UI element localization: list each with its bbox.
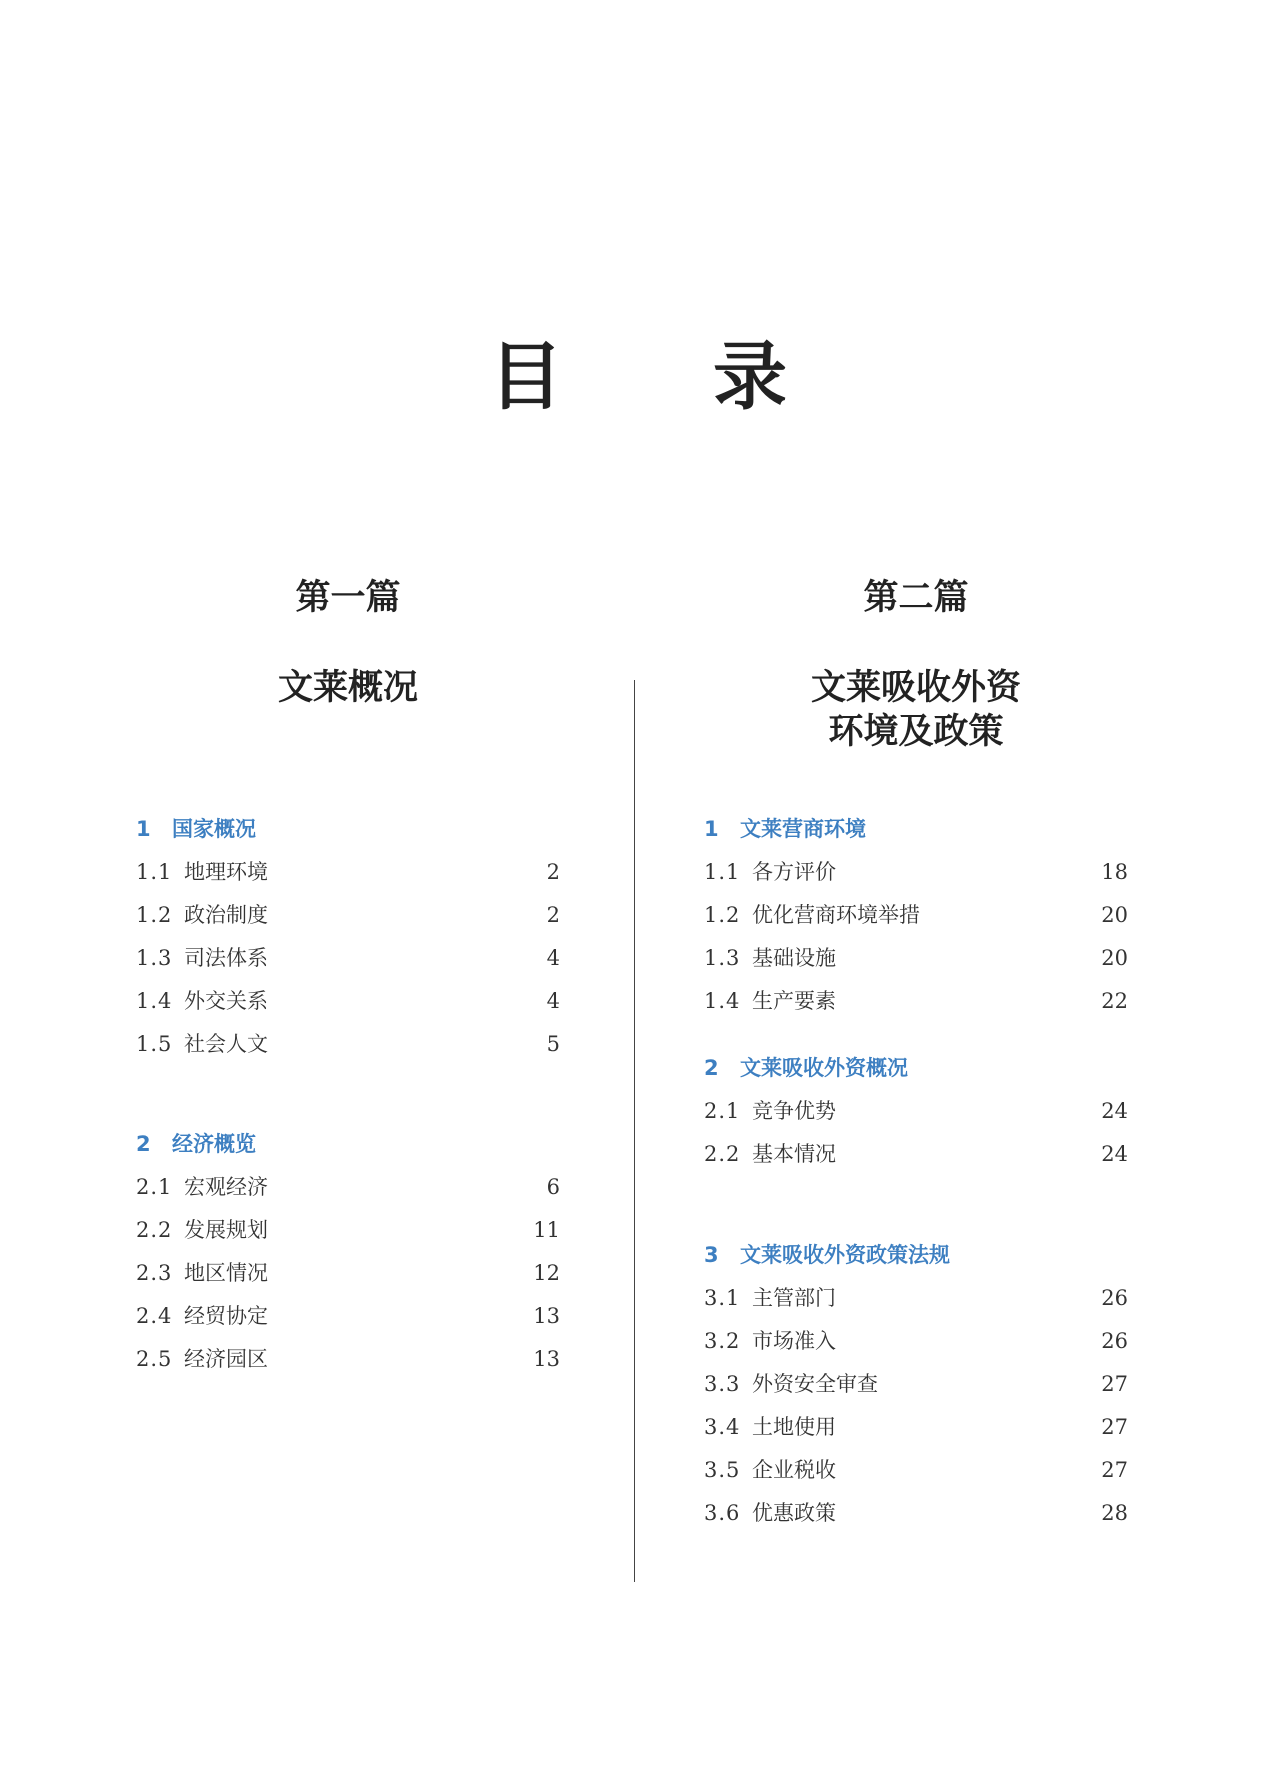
- entry-number: 2.1: [136, 1175, 173, 1199]
- entry-number: 1.3: [704, 946, 741, 970]
- toc-entry[interactable]: [704, 1455, 1128, 1485]
- entry-page: 24: [1101, 1099, 1128, 1123]
- part-two-title-line-2: 环境及政策: [828, 711, 1004, 752]
- entry-title: 政治制度: [184, 903, 268, 927]
- toc-entry[interactable]: [704, 1412, 1128, 1442]
- entry-page: 20: [1101, 946, 1128, 970]
- entry-title: 市场准入: [752, 1329, 836, 1353]
- entry-page: 2: [546, 903, 560, 927]
- entry-title: 各方评价: [752, 860, 836, 884]
- entry-page: 26: [1101, 1286, 1128, 1310]
- toc-section-heading[interactable]: [136, 814, 256, 844]
- entry-number: 3.3: [704, 1372, 741, 1396]
- entry-title: 社会人文: [184, 1032, 268, 1056]
- entry-title: 基本情况: [752, 1142, 836, 1166]
- entry-title: 优惠政策: [752, 1501, 836, 1525]
- toc-entry[interactable]: [704, 986, 1128, 1016]
- entry-page: 27: [1101, 1458, 1128, 1482]
- toc-entry[interactable]: [704, 1326, 1128, 1356]
- entry-title: 基础设施: [752, 946, 836, 970]
- entry-page: 18: [1101, 860, 1128, 884]
- part-two-label: 第二篇: [863, 577, 969, 618]
- entry-page: 26: [1101, 1329, 1128, 1353]
- entry-title: 企业税收: [752, 1458, 836, 1482]
- entry-number: 3.5: [704, 1458, 741, 1482]
- entry-page: 2: [546, 860, 560, 884]
- part-one-title-line: 文莱概况: [277, 667, 418, 708]
- entry-page: 12: [533, 1261, 560, 1285]
- entry-title: 司法体系: [184, 946, 268, 970]
- toc-entry[interactable]: [136, 943, 560, 973]
- entry-number: 2.4: [136, 1304, 173, 1328]
- toc-entry[interactable]: [704, 1498, 1128, 1528]
- entry-page: 11: [533, 1218, 560, 1242]
- toc-entry[interactable]: [704, 943, 1128, 973]
- section-title: 经济概览: [172, 1132, 256, 1156]
- entry-number: 1.2: [136, 903, 173, 927]
- entry-page: 4: [546, 946, 560, 970]
- entry-title: 生产要素: [752, 989, 836, 1013]
- section-title: 文莱吸收外资概况: [740, 1056, 908, 1080]
- section-number: 2: [704, 1056, 719, 1080]
- entry-page: 20: [1101, 903, 1128, 927]
- section-title: 文莱营商环境: [740, 817, 866, 841]
- part-two-title-line-1: 文莱吸收外资: [810, 667, 1021, 708]
- entry-page: 27: [1101, 1372, 1128, 1396]
- entry-page: 13: [533, 1304, 560, 1328]
- entry-number: 1.2: [704, 903, 741, 927]
- entry-title: 发展规划: [184, 1218, 268, 1242]
- toc-section-heading[interactable]: [136, 1129, 256, 1159]
- entry-page: 22: [1101, 989, 1128, 1013]
- entry-title: 宏观经济: [184, 1175, 268, 1199]
- part-one-label: 第一篇: [295, 577, 401, 618]
- entry-number: 1.1: [136, 860, 173, 884]
- entry-number: 3.2: [704, 1329, 741, 1353]
- entry-page: 13: [533, 1347, 560, 1371]
- section-number: 2: [136, 1132, 151, 1156]
- part-two-title: [704, 666, 1128, 754]
- entry-number: 1.3: [136, 946, 173, 970]
- toc-entry[interactable]: [704, 1096, 1128, 1126]
- entry-title: 经贸协定: [184, 1304, 268, 1328]
- entry-number: 1.1: [704, 860, 741, 884]
- toc-section-heading[interactable]: [704, 1240, 950, 1270]
- section-number: 1: [704, 817, 719, 841]
- section-title: 文莱吸收外资政策法规: [740, 1243, 950, 1267]
- toc-entry[interactable]: [136, 1258, 560, 1288]
- entry-number: 3.1: [704, 1286, 741, 1310]
- entry-number: 2.2: [704, 1142, 741, 1166]
- entry-title: 经济园区: [184, 1347, 268, 1371]
- toc-section-heading[interactable]: [704, 1053, 908, 1083]
- section-number: 3: [704, 1243, 719, 1267]
- section-title: 国家概况: [172, 817, 256, 841]
- toc-entry[interactable]: [704, 1369, 1128, 1399]
- entry-number: 3.4: [704, 1415, 741, 1439]
- toc-entry[interactable]: [136, 1344, 560, 1374]
- toc-entry[interactable]: [136, 1029, 560, 1059]
- entry-page: 6: [546, 1175, 560, 1199]
- toc-entry[interactable]: [136, 857, 560, 887]
- toc-entry[interactable]: [136, 986, 560, 1016]
- entry-number: 2.2: [136, 1218, 173, 1242]
- entry-number: 1.5: [136, 1032, 173, 1056]
- title-char-1: 目: [489, 334, 563, 420]
- entry-number: 3.6: [704, 1501, 741, 1525]
- toc-entry[interactable]: [704, 857, 1128, 887]
- entry-page: 4: [546, 989, 560, 1013]
- entry-page: 27: [1101, 1415, 1128, 1439]
- section-number: 1: [136, 817, 151, 841]
- title-char-2: 录: [713, 334, 787, 420]
- entry-title: 外交关系: [184, 989, 268, 1013]
- entry-title: 竞争优势: [752, 1099, 836, 1123]
- toc-entry[interactable]: [704, 1139, 1128, 1169]
- entry-page: 24: [1101, 1142, 1128, 1166]
- entry-title: 主管部门: [752, 1286, 836, 1310]
- toc-entry[interactable]: [136, 900, 560, 930]
- column-divider: [634, 680, 635, 1582]
- entry-number: 2.5: [136, 1347, 173, 1371]
- toc-entry[interactable]: [704, 900, 1128, 930]
- entry-number: 2.1: [704, 1099, 741, 1123]
- entry-title: 地区情况: [184, 1261, 268, 1285]
- entry-page: 5: [546, 1032, 560, 1056]
- entry-title: 地理环境: [184, 860, 268, 884]
- toc-section-heading[interactable]: [704, 814, 866, 844]
- entry-number: 1.4: [704, 989, 741, 1013]
- toc-entry[interactable]: [136, 1301, 560, 1331]
- toc-entry[interactable]: [136, 1215, 560, 1245]
- entry-title: 土地使用: [752, 1415, 836, 1439]
- page-title: [0, 318, 1276, 424]
- entry-title: 优化营商环境举措: [752, 903, 920, 927]
- part-one-title: [136, 666, 560, 710]
- toc-entry[interactable]: [704, 1283, 1128, 1313]
- entry-number: 2.3: [136, 1261, 173, 1285]
- entry-title: 外资安全审查: [752, 1372, 878, 1396]
- entry-page: 28: [1101, 1501, 1128, 1525]
- entry-number: 1.4: [136, 989, 173, 1013]
- toc-entry[interactable]: [136, 1172, 560, 1202]
